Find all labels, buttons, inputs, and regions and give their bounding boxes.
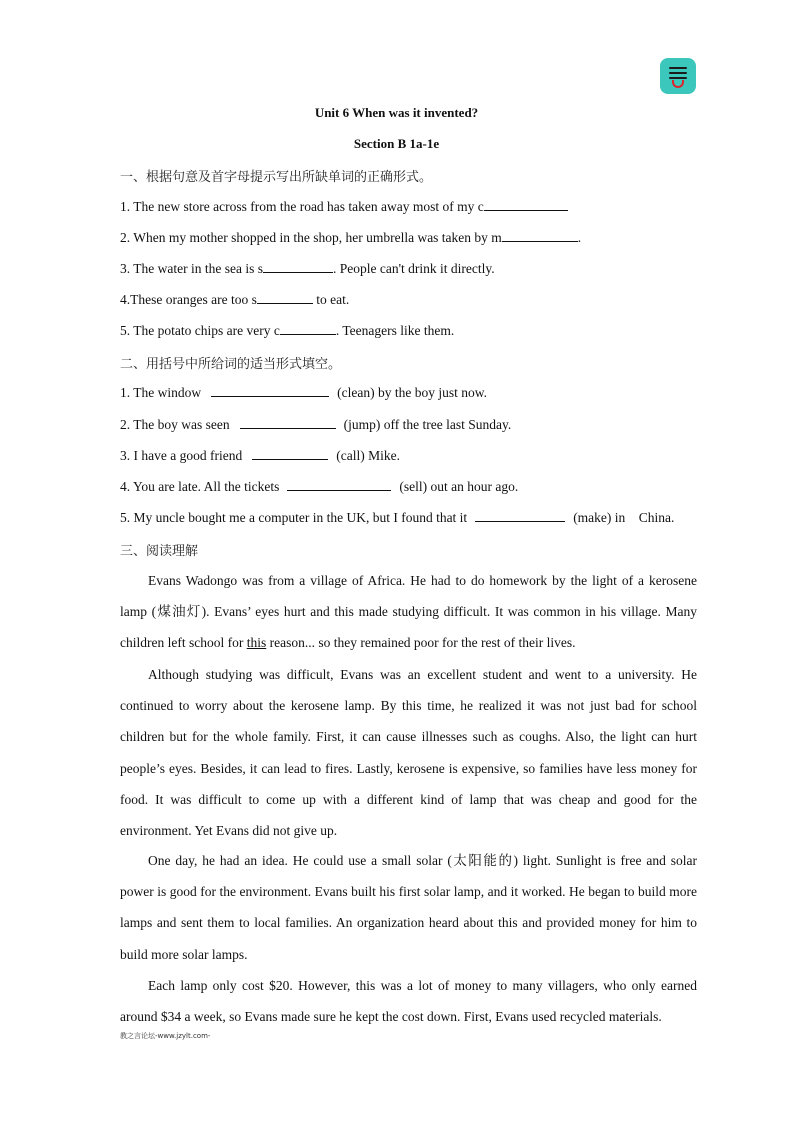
question-text: 1. The new store across from the road has taken away most of my c bbox=[120, 199, 484, 214]
question-item bbox=[120, 229, 581, 246]
page-footer: 教之言论坛-www.jzylt.com- bbox=[120, 1032, 211, 1040]
paragraph-text: Evans Wadongo was from a village of Africa. He had to do homework by the light of a kerosene lamp (煤油灯). Evans’ eyes hurt and this made studying difficult. It was common in his village. Many children left school for bbox=[120, 573, 697, 651]
reading-paragraph bbox=[120, 565, 697, 659]
logo-line-icon bbox=[669, 72, 687, 74]
question-item bbox=[120, 478, 518, 495]
question-item bbox=[120, 509, 674, 526]
question-text: to eat. bbox=[312, 292, 350, 307]
question-item bbox=[120, 260, 495, 277]
site-logo bbox=[660, 58, 696, 94]
question-text: 5. The potato chips are very c bbox=[120, 323, 280, 338]
answer-blank[interactable] bbox=[287, 478, 391, 491]
reading-paragraph: Although studying was difficult, Evans was an excellent student and went to a university. He continued to worry about the kerosene lamp. By this time, he realized it was not just bad for school children but for the whole family. First, it can cause illnesses such as coughs. Also, the light can hurt people’s eyes. Besides, it can lead to fires. Lastly, kerosene is expensive, so families have less money for food. It was difficult to come up with a different kind of lamp that was cheap and good for the environment. Yet Evans did not give up. bbox=[120, 667, 697, 839]
question-item bbox=[120, 198, 568, 215]
section-heading: 一、根据句意及首字母提示写出所缺单词的正确形式。 bbox=[120, 170, 433, 185]
question-text: 4.These oranges are too s bbox=[120, 292, 257, 307]
logo-cup-icon bbox=[672, 80, 684, 88]
question-text: 3. I have a good friend bbox=[120, 448, 243, 463]
question-text: (clean) by the boy just now. bbox=[337, 385, 487, 400]
question-text: (sell) out an hour ago. bbox=[399, 479, 519, 494]
page-subtitle: Section B 1a-1e bbox=[353, 136, 440, 151]
question-item bbox=[120, 447, 400, 464]
question-item bbox=[120, 384, 487, 401]
underlined-word: this bbox=[246, 635, 267, 651]
page-title: Unit 6 When was it invented? bbox=[314, 105, 479, 120]
question-item bbox=[120, 416, 511, 433]
question-text: 4. You are late. All the tickets bbox=[120, 479, 280, 494]
question-text: . bbox=[577, 230, 582, 245]
answer-blank[interactable] bbox=[280, 322, 336, 335]
answer-blank[interactable] bbox=[484, 198, 568, 211]
question-text: . Teenagers like them. bbox=[335, 323, 455, 338]
answer-blank[interactable] bbox=[240, 416, 336, 429]
question-text: 1. The window bbox=[120, 385, 202, 400]
answer-blank[interactable] bbox=[211, 384, 329, 397]
question-text: 2. The boy was seen bbox=[120, 417, 230, 432]
question-item bbox=[120, 322, 454, 339]
question-text: (make) in China. bbox=[573, 510, 675, 525]
question-text: 2. When my mother shopped in the shop, her umbrella was taken by m bbox=[120, 230, 502, 245]
question-item bbox=[120, 291, 349, 308]
question-text: (jump) off the tree last Sunday. bbox=[343, 417, 512, 432]
section-heading: 二、用括号中所给词的适当形式填空。 bbox=[120, 357, 342, 372]
paragraph-text: reason... so they remained poor for the rest of their lives. bbox=[266, 635, 576, 651]
question-text: (call) Mike. bbox=[336, 448, 400, 463]
question-text: 5. My uncle bought me a computer in the UK, but I found that it bbox=[120, 510, 468, 525]
question-text: . People can't drink it directly. bbox=[332, 261, 495, 276]
logo-line-icon bbox=[669, 77, 687, 79]
answer-blank[interactable] bbox=[502, 229, 578, 242]
question-text: 3. The water in the sea is s bbox=[120, 261, 263, 276]
logo-line-icon bbox=[669, 67, 687, 69]
section-heading: 三、阅读理解 bbox=[120, 544, 199, 559]
reading-paragraph: Each lamp only cost $20. However, this was a lot of money to many villagers, who only earned around $34 a week, so Evans made sure he kept the cost down. First, Evans used recycled materials. bbox=[120, 978, 697, 1025]
answer-blank[interactable] bbox=[263, 260, 333, 273]
answer-blank[interactable] bbox=[257, 291, 313, 304]
answer-blank[interactable] bbox=[475, 509, 565, 522]
answer-blank[interactable] bbox=[252, 447, 328, 460]
reading-paragraph: One day, he had an idea. He could use a small solar (太阳能的) light. Sunlight is free and solar power is good for the environment. Evans built his first solar lamp, and it worked. He began to build more lamps and sent them to local families. An organization heard about this and provided money for him to build more solar lamps. bbox=[120, 853, 697, 962]
